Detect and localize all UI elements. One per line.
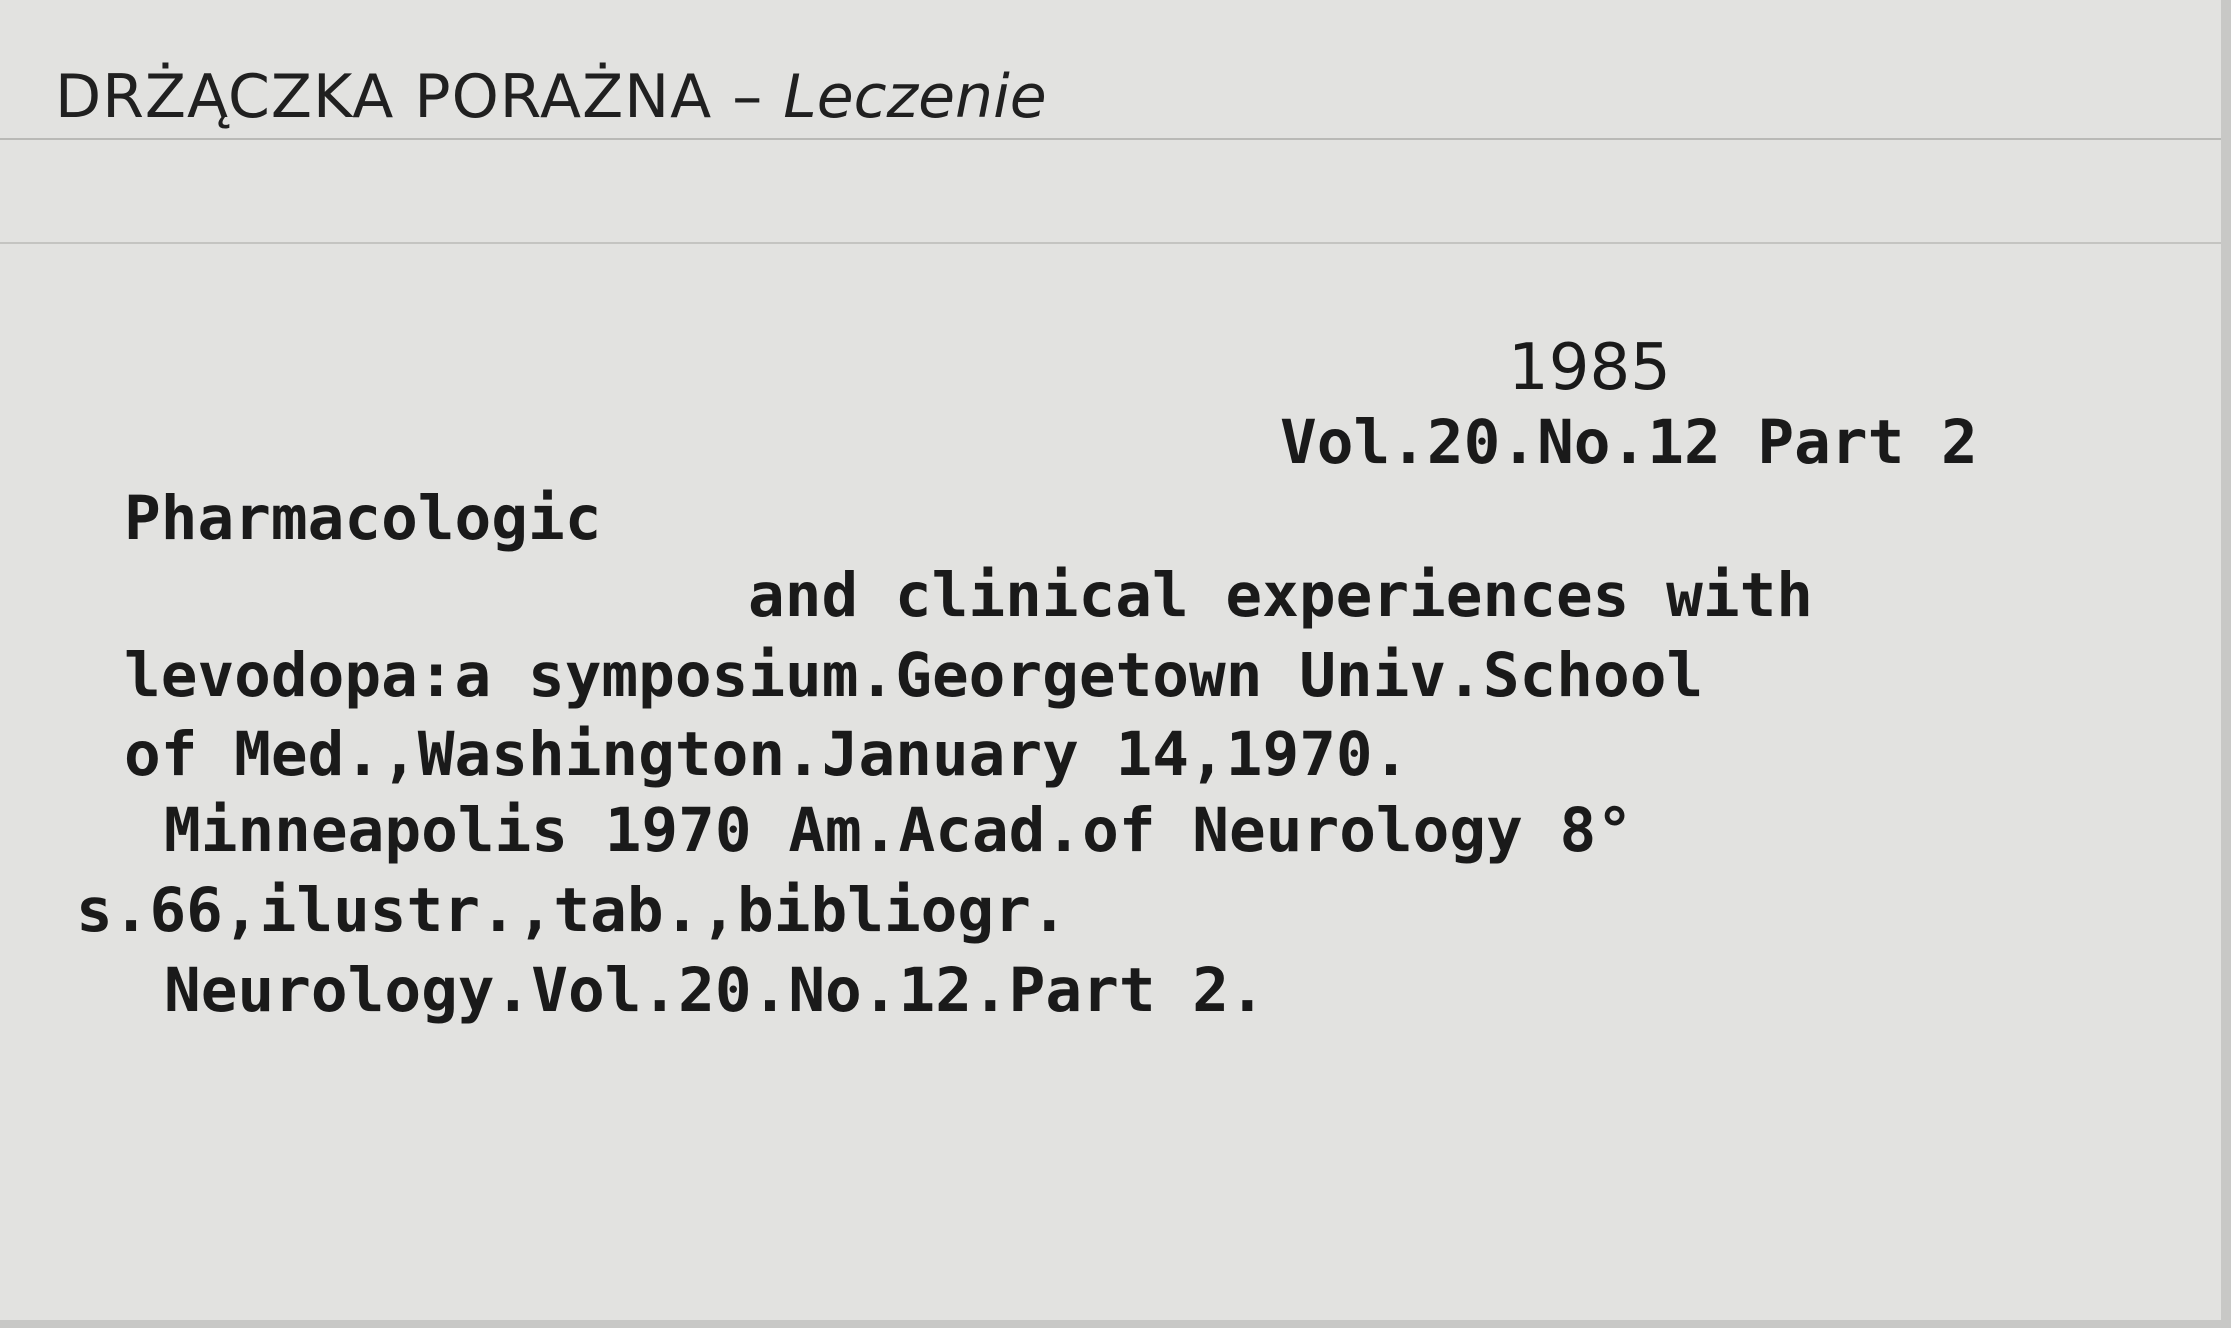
subject-heading-separator: – [712, 62, 784, 132]
subject-heading-main: DRŻĄCZKA PORAŻNA [55, 62, 713, 132]
subject-heading-subdivision: Leczenie [783, 62, 1047, 132]
subject-heading [55, 62, 1047, 132]
title-line-3: levodopa:a symposium.Georgetown Univ.School [124, 640, 1704, 711]
collation-line: s.66,ilustr.,tab.,bibliogr. [76, 875, 1068, 946]
card-header-rule [0, 138, 2221, 140]
publication-year: 1985 [1508, 331, 1671, 405]
title-line-4: of Med.,Washington.January 14,1970. [124, 719, 1410, 790]
series-line: Neurology.Vol.20.No.12.Part 2. [164, 955, 1266, 1026]
title-line-2: and clinical experiences with [748, 560, 1814, 631]
card-secondary-rule [0, 242, 2221, 244]
volume-info: Vol.20.No.12 Part 2 [1280, 407, 1978, 478]
title-line-1: Pharmacologic [124, 483, 602, 554]
imprint-line: Minneapolis 1970 Am.Acad.of Neurology 8° [164, 795, 1634, 866]
